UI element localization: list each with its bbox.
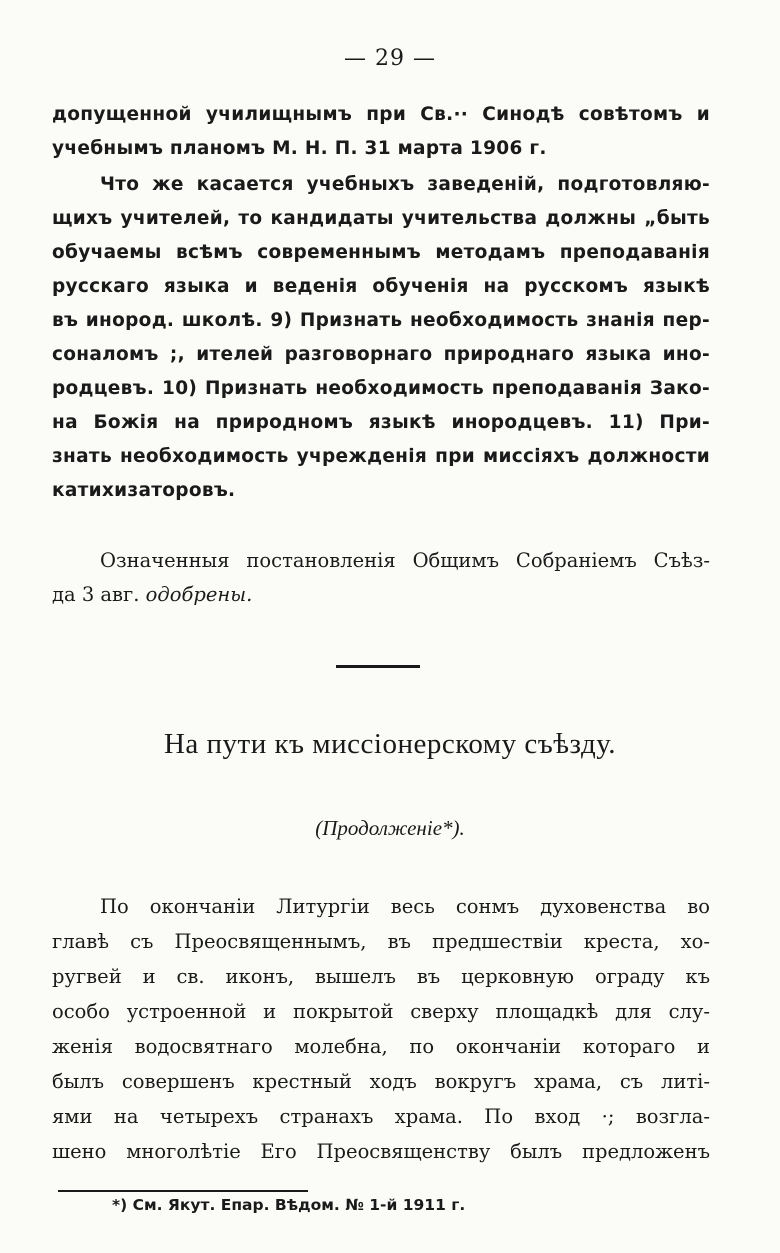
text-line: учебнымъ планомъ М. Н. П. 31 марта 1906 г. (52, 138, 547, 159)
text-line (52, 578, 710, 612)
text-line: на Божія на природномъ языкѣ инородцевъ. 11) При- (52, 412, 710, 433)
text-line: русскаго языка и веденія обученія на русскомъ языкѣ (52, 276, 710, 297)
text-line: женія водосвятнаго молебна, по окончаніи котораго и (52, 1035, 710, 1058)
text-line: катихизаторовъ. (52, 480, 236, 501)
section-subtitle: (Продолженіе*). (315, 816, 465, 840)
section-divider (336, 665, 420, 668)
text-line: Что же касается учебныхъ заведеній, подготовляю- (100, 174, 710, 195)
text-line: особо устроенной и покрытой сверху площадкѣ для слу- (52, 1000, 710, 1023)
text-segment: да 3 авг. (52, 583, 140, 606)
text-line: допущенной училищнымъ при Св.·· Синодѣ совѣтомъ и (52, 104, 710, 125)
text-line: шено многолѣтіе Его Преосвященству былъ предложенъ (52, 1140, 710, 1163)
text-line: главѣ съ Преосвященнымъ, въ предшествіи креста, хо- (52, 930, 710, 953)
text-line: соналомъ ;, ителей разговорнаго природнаго языка ино- (52, 344, 710, 365)
italic-text: одобрены. (145, 583, 253, 606)
text-line: въ инород. школѣ. 9) Признать необходимость знанія пер- (52, 310, 710, 331)
text-line: ругвей и св. иконъ, вышелъ въ церковную ограду къ (52, 965, 710, 988)
page-number: — 29 — (344, 46, 436, 71)
text-line: былъ совершенъ крестный ходъ вокругъ храма, съ литі- (52, 1070, 710, 1093)
text-line: обучаемы всѣмъ современнымъ методамъ преподаванія (52, 242, 710, 263)
footnote: *) См. Якут. Епар. Вѣдом. № 1-й 1911 г. (112, 1196, 466, 1214)
text-line: знать необходимость учрежденія при миссіяхъ должности (52, 446, 710, 467)
section-title: На пути къ миссіонерскому съѣзду. (163, 728, 617, 760)
text-line: Означенныя постановленія Общимъ Собраніемъ Съѣз- (100, 549, 710, 572)
footnote-rule (58, 1190, 308, 1192)
text-line: По окончаніи Литургіи весь сонмъ духовенства во (100, 895, 710, 918)
text-line: родцевъ. 10) Признать необходимость преподаванія Зако- (52, 378, 710, 399)
text-line: щихъ учителей, то кандидаты учительства должны „быть (52, 208, 710, 229)
text-line: ями на четырехъ странахъ храма. По вход ·; возгла- (52, 1105, 710, 1128)
